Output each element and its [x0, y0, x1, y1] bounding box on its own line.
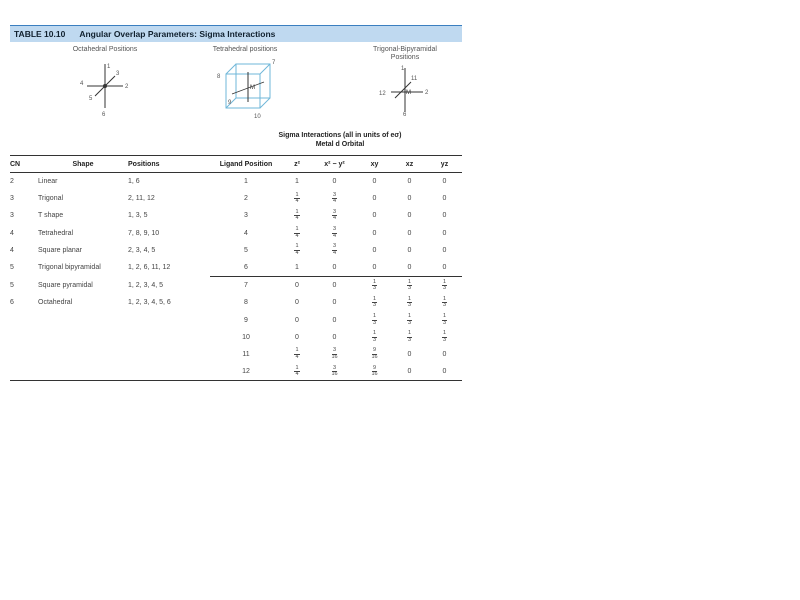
label-11: 11: [411, 76, 418, 82]
value-cell-text: 0: [407, 350, 412, 358]
label-12: 12: [379, 91, 386, 97]
value-cell-text: 0: [295, 299, 299, 307]
xy-cell: [357, 173, 392, 191]
yz-cell: [427, 225, 462, 242]
z2-cell: [282, 312, 312, 329]
diagram-caption-line1: Trigonal-Bipyramidal: [373, 46, 437, 53]
table-row: [10, 346, 462, 363]
shape-cell: Trigonal bipyramidal: [38, 264, 101, 272]
z2-cell: [282, 190, 312, 207]
ligand-position-cell: 8: [244, 299, 248, 307]
table-number: TABLE 10.10: [14, 29, 66, 39]
col-cn: CN: [10, 156, 38, 173]
table-row: [10, 173, 462, 191]
x2y2-cell: [312, 277, 357, 295]
z2-cell: [282, 207, 312, 224]
cn-cell: 6: [10, 299, 14, 307]
label-10: 10: [254, 114, 261, 120]
tetrahedral-cube-figure: [210, 56, 280, 120]
xy-cell: [357, 294, 392, 311]
octahedral-diagram: [50, 46, 160, 116]
octahedral-axes-figure: [75, 56, 135, 116]
xy-cell: [357, 329, 392, 346]
x2y2-cell: [312, 242, 357, 259]
col-positions: Positions: [128, 156, 198, 173]
col-xy: xy: [357, 156, 392, 173]
ligand-position-cell: 3: [244, 212, 248, 220]
sigma-header-line2: Metal d Orbital: [315, 141, 365, 148]
ligand-position-cell: 7: [210, 277, 282, 295]
x2y2-cell: [312, 190, 357, 207]
value-cell-text: 0: [372, 264, 377, 272]
value-cell-text: $\frac{1}{3}$: [442, 313, 447, 326]
ligand-position-cell: 2: [244, 195, 248, 203]
value-cell-text: 0: [442, 229, 447, 237]
z2-cell: [282, 329, 312, 346]
label-9: 9: [228, 100, 232, 106]
label-5: 5: [89, 96, 93, 102]
value-cell-text: 0: [295, 282, 299, 290]
col-x2y2: x² − y²: [312, 156, 357, 173]
value-cell-text: $\frac{1}{3}$: [407, 295, 412, 309]
value-cell-text: 0: [442, 368, 447, 376]
xy-cell: [357, 277, 392, 295]
yz-cell: [427, 277, 462, 295]
positions-cell: 1, 2, 3, 4, 5, 6: [128, 299, 171, 307]
xz-cell: [392, 312, 427, 329]
z2-cell: [282, 363, 312, 381]
value-cell-text: 0: [442, 212, 447, 220]
sigma-header: [260, 131, 420, 149]
value-cell-text: 0: [372, 212, 377, 220]
table-row: [10, 259, 462, 277]
value-cell-text: $\frac{1}{4}$: [295, 347, 299, 360]
value-cell-text: 0: [372, 178, 377, 186]
yz-cell: [427, 259, 462, 277]
ligand-position-cell: 11: [242, 350, 250, 358]
value-cell-text: 0: [332, 178, 337, 186]
yz-cell: [427, 242, 462, 259]
xy-cell: [357, 363, 392, 381]
label-1: 1: [107, 64, 111, 70]
cn-cell: 4: [10, 246, 14, 254]
tbp-axes-figure: [375, 64, 435, 116]
z2-cell: [282, 259, 312, 277]
cn-cell: 5: [10, 281, 14, 289]
value-cell-text: $\frac{3}{4}$: [332, 243, 337, 256]
positions-cell: 2, 11, 12: [128, 195, 155, 203]
positions-cell: 7, 8, 9, 10: [128, 229, 160, 237]
cn-cell: 3: [10, 212, 14, 220]
value-cell-text: 0: [407, 264, 412, 272]
value-cell-text: $\frac{1}{3}$: [372, 295, 377, 309]
value-cell-text: $\frac{1}{4}$: [295, 364, 299, 378]
xy-cell: [357, 190, 392, 207]
yz-cell: [427, 207, 462, 224]
label-2: 2: [425, 90, 429, 96]
table-row: [10, 207, 462, 224]
table-row: [10, 190, 462, 207]
shape-cell: Square pyramidal: [38, 281, 93, 289]
value-cell-text: $\frac{1}{3}$: [407, 313, 412, 326]
ligand-position-cell: 5: [244, 246, 248, 254]
xz-cell: [392, 173, 427, 191]
header-row: [10, 156, 462, 173]
table-row: [10, 225, 462, 242]
value-cell-text: 0: [332, 264, 337, 272]
x2y2-cell: [312, 312, 357, 329]
positions-cell: 1, 3, 5: [128, 212, 148, 220]
yz-cell: [427, 173, 462, 191]
table-row: [10, 363, 462, 381]
z2-cell: [282, 242, 312, 259]
value-cell-text: $\frac{1}{4}$: [295, 243, 299, 256]
label-M: M: [406, 90, 411, 96]
x2y2-cell: [312, 225, 357, 242]
x2y2-cell: [312, 173, 357, 191]
z2-cell: [282, 346, 312, 363]
z2-cell: [282, 277, 312, 295]
value-cell-text: $\frac{1}{3}$: [442, 278, 447, 292]
xy-cell: [357, 346, 392, 363]
value-cell-text: 0: [295, 316, 299, 324]
xy-cell: [357, 207, 392, 224]
z2-cell: [282, 294, 312, 311]
col-z2: z²: [282, 156, 312, 173]
value-cell-text: 0: [442, 350, 447, 358]
yz-cell: [427, 363, 462, 381]
x2y2-cell: [312, 363, 357, 381]
table-row: [10, 329, 462, 346]
xy-cell: [357, 312, 392, 329]
xz-cell: [392, 329, 427, 346]
yz-cell: [427, 294, 462, 311]
yz-cell: [427, 329, 462, 346]
diagram-row: [10, 42, 462, 140]
value-cell-text: $\frac{1}{3}$: [372, 330, 377, 343]
xy-cell: [357, 242, 392, 259]
value-cell-text: $\frac{1}{3}$: [407, 330, 412, 343]
value-cell-text: 0: [407, 246, 412, 254]
label-6: 6: [403, 112, 407, 116]
diagram-caption: Octahedral Positions: [72, 46, 138, 53]
label-7: 7: [272, 60, 276, 66]
value-cell-text: $\frac{3}{16}$: [331, 347, 338, 360]
xz-cell: [392, 225, 427, 242]
value-cell-text: 0: [442, 178, 447, 186]
ligand-position-cell: 12: [210, 363, 282, 381]
xz-cell: [392, 242, 427, 259]
value-cell-text: 1: [295, 178, 299, 186]
x2y2-cell: [312, 329, 357, 346]
col-ligand-position: Ligand Position: [210, 156, 282, 173]
value-cell-text: 0: [332, 316, 337, 324]
table-row: [10, 277, 462, 295]
value-cell-text: $\frac{1}{4}$: [295, 226, 299, 239]
x2y2-cell: [312, 207, 357, 224]
value-cell-text: 0: [407, 229, 412, 237]
x2y2-cell: [312, 346, 357, 363]
yz-cell: [427, 312, 462, 329]
table-row: [10, 312, 462, 329]
label-1: 1: [401, 66, 405, 72]
value-cell-text: $\frac{1}{4}$: [295, 191, 299, 205]
value-cell-text: $\frac{9}{16}$: [371, 347, 378, 360]
tetrahedral-diagram: [190, 46, 300, 120]
value-cell-text: $\frac{9}{16}$: [371, 364, 378, 378]
ligand-position-cell: 1: [244, 178, 248, 186]
diagram-caption-line2: Positions: [390, 54, 420, 61]
value-cell-text: 0: [372, 246, 377, 254]
cn-cell: 3: [10, 195, 14, 203]
xy-cell: [357, 259, 392, 277]
value-cell-text: $\frac{1}{3}$: [442, 330, 447, 343]
diagram-caption: Tetrahedral positions: [212, 46, 278, 53]
value-cell-text: 0: [442, 246, 447, 254]
z2-cell: [282, 173, 312, 191]
shape-cell: Trigonal: [38, 195, 64, 203]
value-cell-text: $\frac{1}{3}$: [372, 278, 377, 292]
value-cell-text: 0: [407, 178, 412, 186]
value-cell-text: 0: [295, 333, 299, 341]
col-shape: Shape: [38, 156, 128, 173]
value-cell-text: 0: [442, 264, 447, 272]
xz-cell: [392, 277, 427, 295]
value-cell-text: $\frac{3}{16}$: [331, 364, 338, 378]
value-cell-text: 0: [442, 195, 447, 203]
label-2: 2: [125, 84, 129, 90]
z2-cell: [282, 225, 312, 242]
value-cell-text: 0: [332, 299, 337, 307]
value-cell-text: 0: [407, 195, 412, 203]
table-title: Angular Overlap Parameters: Sigma Interactions: [79, 29, 276, 39]
table-body: [10, 173, 462, 381]
table-row: [10, 242, 462, 259]
ligand-position-cell: 6: [244, 264, 248, 272]
value-cell-text: $\frac{1}{3}$: [407, 278, 412, 292]
label-M: M: [250, 85, 255, 91]
table-title-bar: [10, 25, 462, 42]
angular-overlap-table: [10, 155, 462, 381]
value-cell-text: 0: [372, 229, 377, 237]
positions-cell: 1, 6: [128, 178, 140, 186]
cn-cell: 5: [10, 264, 14, 272]
sigma-header-line1: Sigma Interactions (all in units of eσ): [278, 132, 402, 139]
value-cell-text: $\frac{1}{3}$: [372, 313, 377, 326]
positions-cell: 1, 2, 3, 4, 5: [128, 281, 164, 289]
xz-cell: [392, 363, 427, 381]
shape-cell: T shape: [38, 212, 64, 220]
table-row: [10, 294, 462, 311]
document: [10, 25, 462, 378]
xz-cell: [392, 190, 427, 207]
value-cell-text: $\frac{1}{4}$: [295, 208, 299, 222]
xz-cell: [392, 207, 427, 224]
ligand-position-cell: 4: [244, 229, 248, 237]
positions-cell: 1, 2, 6, 11, 12: [128, 264, 171, 272]
label-4: 4: [80, 81, 84, 87]
value-cell-text: $\frac{1}{3}$: [442, 295, 447, 309]
col-xz: xz: [392, 156, 427, 173]
ligand-position-cell: 9: [244, 316, 248, 324]
value-cell-text: $\frac{3}{4}$: [332, 226, 337, 239]
value-cell-text: 0: [372, 195, 377, 203]
label-8: 8: [217, 74, 221, 80]
value-cell-text: 0: [407, 212, 412, 220]
value-cell-text: $\frac{3}{4}$: [332, 208, 337, 222]
col-yz: yz: [427, 156, 462, 173]
label-6: 6: [102, 112, 106, 116]
shape-cell: Square planar: [38, 246, 82, 254]
xz-cell: [392, 346, 427, 363]
yz-cell: [427, 190, 462, 207]
tbp-diagram: [350, 46, 460, 116]
positions-cell: 2, 3, 4, 5: [128, 246, 156, 254]
shape-cell: Tetrahedral: [38, 229, 74, 237]
xy-cell: [357, 225, 392, 242]
xz-cell: [392, 259, 427, 277]
ligand-position-cell: 10: [242, 333, 250, 341]
label-3: 3: [116, 71, 120, 77]
xz-cell: [392, 294, 427, 311]
value-cell-text: 1: [295, 264, 299, 272]
value-cell-text: 0: [332, 282, 337, 290]
shape-cell: Octahedral: [38, 299, 73, 307]
value-cell-text: 0: [332, 333, 337, 341]
value-cell-text: $\frac{3}{4}$: [332, 191, 337, 205]
value-cell-text: 0: [407, 368, 412, 376]
yz-cell: [427, 346, 462, 363]
cn-cell: 4: [10, 229, 14, 237]
cn-cell: 2: [10, 178, 14, 186]
shape-cell: Linear: [38, 178, 58, 186]
x2y2-cell: [312, 294, 357, 311]
x2y2-cell: [312, 259, 357, 277]
